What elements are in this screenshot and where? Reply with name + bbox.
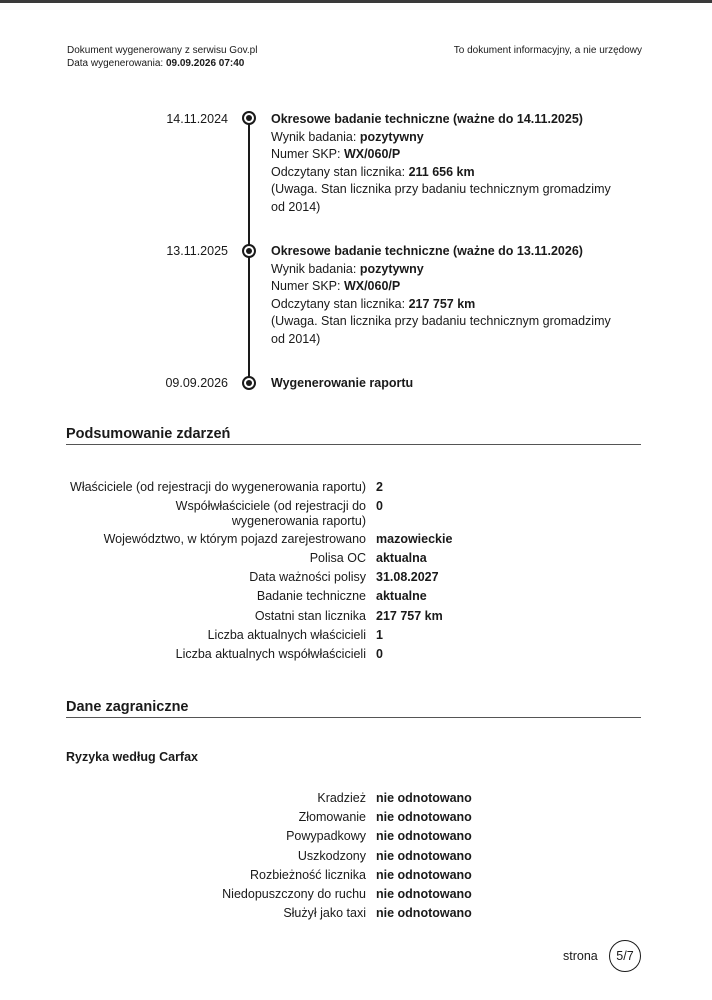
timeline-date: 14.11.2024 <box>166 112 228 126</box>
section-divider <box>66 717 641 718</box>
timeline-entry: Okresowe badanie techniczne (ważne do 13.11.2026) Wynik badania: pozytywny Numer SKP: WX/060/P Odczytany stan licznika: 217 757 km (Uwaga. Stan licznika przy badaniu technicznym gromadzimy od 2014) <box>271 243 621 348</box>
test-result: pozytywny <box>359 261 424 276</box>
summary-label: Data ważności polisy <box>249 570 366 584</box>
risk-label: Powypadkowy <box>286 829 366 843</box>
timeline-dot-icon <box>242 244 256 258</box>
section-divider <box>66 444 641 445</box>
summary-value: 0 <box>376 647 383 661</box>
generated-date-label: Data wygenerowania: <box>67 58 164 69</box>
timeline-entry <box>271 375 621 393</box>
risk-value: nie odnotowano <box>376 868 472 882</box>
summary-label: Liczba aktualnych właścicieli <box>207 628 366 642</box>
timeline-entry-title: Okresowe badanie techniczne (ważne do 14.11.2025) <box>271 112 583 126</box>
risk-label: Służył jako taxi <box>283 906 366 920</box>
skp-number: WX/060/P <box>343 147 401 161</box>
section-title-foreign: Dane zagraniczne <box>66 699 189 715</box>
document-source: Dokument wygenerowany z serwisu Gov.pl Data wygenerowania: 09.09.2026 07:40 <box>67 45 258 69</box>
summary-value: 217 757 km <box>376 609 443 623</box>
section-title-summary: Podsumowanie zdarzeń <box>66 426 231 442</box>
summary-value: 31.08.2027 <box>376 570 439 584</box>
summary-value: 2 <box>376 480 383 494</box>
summary-value: aktualna <box>376 551 427 565</box>
risk-value: nie odnotowano <box>376 906 472 920</box>
page-label: strona <box>563 949 598 963</box>
generated-date-value: 09.09.2026 07:40 <box>165 58 245 69</box>
timeline-entry-title: Wygenerowanie raportu <box>271 376 414 390</box>
summary-label: Współwłaściciele (od rejestracji do wygenerowania raportu) <box>175 499 366 528</box>
summary-value: mazowieckie <box>376 532 453 546</box>
timeline-dot-icon <box>242 111 256 125</box>
summary-value: 0 <box>376 499 383 513</box>
summary-label: Właściciele (od rejestracji do wygenerowania raportu) <box>70 480 366 494</box>
summary-label: Badanie techniczne <box>256 589 366 603</box>
page-number <box>609 940 641 972</box>
risk-value: nie odnotowano <box>376 849 472 863</box>
risk-label: Kradzież <box>317 791 366 805</box>
carfax-subtitle: Ryzyka według Carfax <box>66 750 198 764</box>
risk-value: nie odnotowano <box>376 829 472 843</box>
risk-label: Niedopuszczony do ruchu <box>222 887 366 901</box>
odometer-note: (Uwaga. Stan licznika przy badaniu technicznym gromadzimy od 2014) <box>271 314 611 346</box>
risk-label: Złomowanie <box>298 810 366 824</box>
timeline-date: 13.11.2025 <box>166 244 228 258</box>
odometer-note: (Uwaga. Stan licznika przy badaniu technicznym gromadzimy od 2014) <box>271 182 611 214</box>
risk-value: nie odnotowano <box>376 791 472 805</box>
document-disclaimer: To dokument informacyjny, a nie urzędowy <box>453 45 642 56</box>
top-border <box>0 0 712 3</box>
timeline-date: 09.09.2026 <box>165 376 228 390</box>
summary-value: 1 <box>376 628 383 642</box>
skp-number: WX/060/P <box>343 279 401 293</box>
summary-label: Liczba aktualnych współwłaścicieli <box>175 647 366 661</box>
summary-label: Województwo, w którym pojazd zarejestrowano <box>103 532 366 546</box>
odometer-reading: 217 757 km <box>408 296 476 311</box>
timeline-dot-icon <box>242 376 256 390</box>
odometer-reading: 211 656 km <box>408 164 475 179</box>
risk-label: Rozbieżność licznika <box>249 868 366 882</box>
risk-value: nie odnotowano <box>376 887 472 901</box>
summary-label: Polisa OC <box>309 551 366 565</box>
risk-label: Uszkodzony <box>297 849 366 863</box>
summary-label: Ostatni stan licznika <box>254 609 366 623</box>
test-result: pozytywny <box>359 129 424 144</box>
risk-value: nie odnotowano <box>376 810 472 824</box>
timeline-entry-title: Okresowe badanie techniczne (ważne do 13.11.2026) <box>271 244 583 258</box>
timeline-entry: Okresowe badanie techniczne (ważne do 14.11.2025) Wynik badania: pozytywny Numer SKP: WX/060/P Odczytany stan licznika: 211 656 km (Uwaga. Stan licznika przy badaniu technicznym gromadzimy od 2014) <box>271 111 621 216</box>
summary-value: aktualne <box>376 589 427 603</box>
page-number-value: 5/7 <box>616 949 634 963</box>
